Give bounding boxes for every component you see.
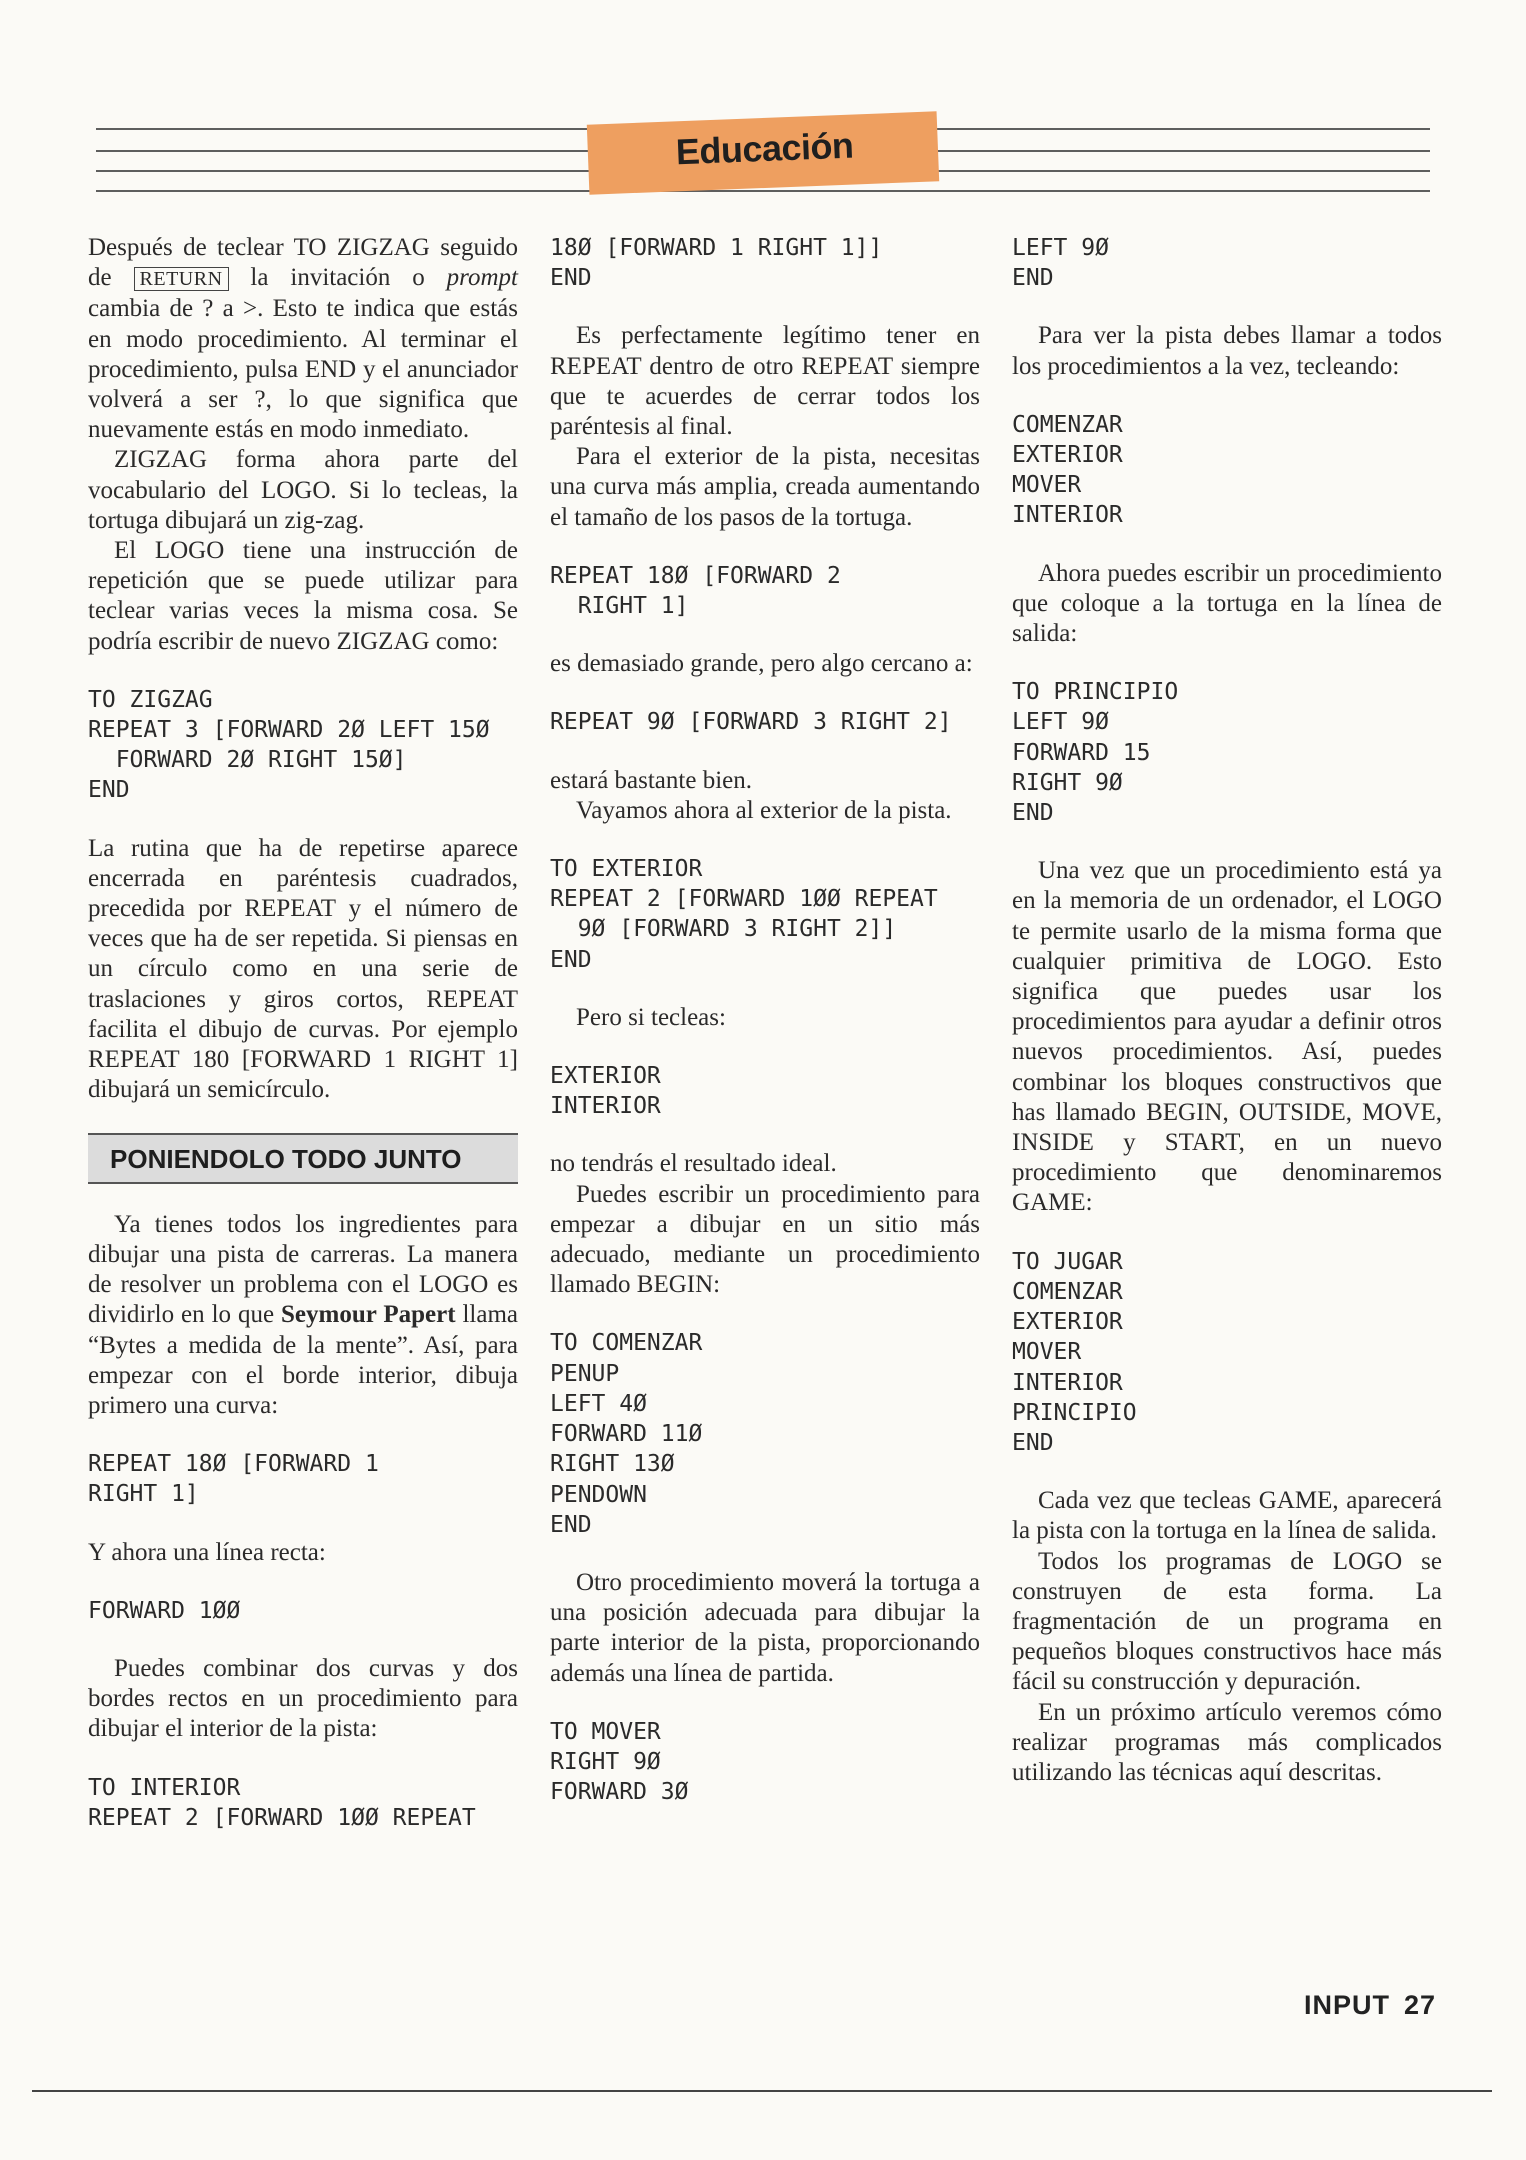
column-2 — [550, 233, 980, 1835]
code-block: REPEAT 18Ø [FORWARD 2 RIGHT 1] — [550, 562, 841, 620]
paragraph: La rutina que ha de repetirse aparece encerrada en paréntesis cuadrados, precedida por REPEAT y el número de veces que ha de ser repetida. Si piensas en un círculo como en una serie de traslaciones y giros cortos, REPEAT facilita el dibujo de curvas. Por ejemplo REPEAT 180 [FORWARD 1 RIGHT 1] dibujará un semicírculo. — [88, 834, 518, 1104]
code-block: TO COMENZAR PENUP LEFT 4Ø FORWARD 11Ø RIGHT 13Ø PENDOWN END — [550, 1330, 703, 1538]
page-number: 27 — [1403, 1990, 1436, 2020]
paragraph: Vayamos ahora al exterior de la pista. — [576, 796, 952, 824]
paragraph: Una vez que un procedimiento está ya en la memoria de un ordenador, el LOGO te permite usarlo de la misma forma que cualquier primitiva de LOGO. Esto significa que puedes usar los procedimientos para ayudar a definir otros nuevos procedimientos. Así, puedes combinar los bloques constructivos que has llamado BEGIN, OUTSIDE, MOVE, INSIDE y START, en un nuevo procedimiento que denominaremos GAME: — [1012, 857, 1442, 1217]
bottom-rule — [32, 2090, 1492, 2092]
paragraph: es demasiado grande, pero algo cercano a: — [550, 650, 973, 678]
text-run: llama “Bytes a medida de la mente”. Así, para empezar con el borde interior, dibuja primero una curva: — [88, 1301, 519, 1419]
header-rule-4 — [96, 190, 1430, 192]
paragraph: estará bastante bien. — [550, 766, 752, 794]
paragraph: Para el exterior de la pista, necesitas una curva más amplia, creada aumentando el tamaño de los pasos de la tortuga. — [550, 443, 980, 531]
paragraph: El LOGO tiene una instrucción de repetición que se puede utilizar para teclear varias veces la misma cosa. Se podría escribir de nuevo ZIGZAG como: — [88, 537, 518, 655]
code-block: TO JUGAR COMENZAR EXTERIOR MOVER INTERIOR PRINCIPIO END — [1012, 1248, 1137, 1456]
code-block: REPEAT 18Ø [FORWARD 1 RIGHT 1] — [88, 1451, 379, 1508]
code-block: LEFT 9Ø END — [1012, 235, 1109, 292]
paragraph: Para ver la pista debes llamar a todos los procedimientos a la vez, tecleando: — [1012, 322, 1442, 380]
paragraph: Todos los programas de LOGO se construyen de esta forma. La fragmentación de un programa en pequeños bloques constructivos hace más fácil su construcción y depuración. — [1012, 1547, 1442, 1696]
code-block: TO MOVER RIGHT 9Ø FORWARD 3Ø — [550, 1718, 689, 1806]
paragraph: Ahora puedes escribir un procedimiento que coloque a la tortuga en la línea de salida: — [1012, 559, 1442, 648]
section-heading: PONIENDOLO TODO JUNTO — [88, 1133, 518, 1183]
code-block: TO EXTERIOR REPEAT 2 [FORWARD 1ØØ REPEAT 9Ø [FORWARD 3 RIGHT 2]] END — [550, 856, 938, 973]
page-footer — [1304, 1990, 1436, 2021]
code-block: TO ZIGZAG REPEAT 3 [FORWARD 2Ø LEFT 15Ø FORWARD 2Ø RIGHT 15Ø] END — [88, 686, 490, 804]
return-key: RETURN — [134, 267, 229, 291]
section-tab — [587, 111, 939, 194]
paragraph: no tendrás el resultado ideal. — [550, 1150, 837, 1178]
code-block: COMENZAR EXTERIOR MOVER INTERIOR — [1012, 411, 1123, 529]
paragraph — [88, 1210, 518, 1421]
code-block: 18Ø [FORWARD 1 RIGHT 1]] END — [550, 235, 883, 292]
text-run: Ya tienes todos los ingredientes para dibujar una pista de carreras. La manera de resolver un problema con el LOGO es dividirlo en lo que — [88, 1210, 518, 1329]
paragraph: Puedes combinar dos curvas y dos bordes rectos en un procedimiento para dibujar el interior de la pista: — [88, 1654, 518, 1743]
paragraph: Pero si tecleas: — [576, 1003, 726, 1031]
code-block: REPEAT 9Ø [FORWARD 3 RIGHT 2] — [550, 709, 952, 736]
paragraph: Otro procedimiento moverá la tortuga a una posición adecuada para dibujar la parte interior de la pista, proporcionando además una línea de partida. — [550, 1568, 980, 1687]
text-run: cambia de ? a >. Esto te indica que estás en modo procedimiento. Al terminar el procedimiento, pulsa END y el anunciador volverá a ser ?, lo que significa que nuevamente estás en modo inmediato. — [88, 295, 518, 444]
section-title: Educación — [675, 124, 855, 173]
text-run-italic: prompt — [446, 264, 518, 292]
code-block: FORWARD 1ØØ — [88, 1597, 241, 1624]
column-3 — [1012, 233, 1442, 1788]
column-1 — [88, 233, 518, 1861]
code-block: TO PRINCIPIO LEFT 9Ø FORWARD 15 RIGHT 9Ø END — [1012, 679, 1179, 827]
paragraph: En un próximo artículo veremos cómo realizar programas más complicados utilizando las técnicas aquí descritas. — [1012, 1698, 1442, 1786]
text-run-bold: Seymour Papert — [281, 1301, 456, 1329]
paragraph — [88, 233, 518, 445]
paragraph: Y ahora una línea recta: — [88, 1538, 326, 1566]
text-run: la invitación o — [228, 264, 447, 292]
code-block: TO INTERIOR REPEAT 2 [FORWARD 1ØØ REPEAT — [88, 1774, 476, 1831]
magazine-name: INPUT — [1303, 1990, 1390, 2020]
code-block: EXTERIOR INTERIOR — [550, 1063, 661, 1120]
paragraph: Puedes escribir un procedimiento para empezar a dibujar en un sitio más adecuado, mediante un procedimiento llamado BEGIN: — [550, 1180, 980, 1299]
paragraph: ZIGZAG forma ahora parte del vocabulario del LOGO. Si lo tecleas, la tortuga dibujará un zig-zag. — [88, 446, 518, 534]
text-run: Después de teclear TO ZIGZAG seguido de — [88, 234, 518, 292]
paragraph: Es perfectamente legítimo tener en REPEAT dentro de otro REPEAT siempre que te acuerdes de cerrar todos los paréntesis al final. — [550, 322, 980, 441]
paragraph: Cada vez que tecleas GAME, aparecerá la pista con la tortuga en la línea de salida. — [1012, 1487, 1442, 1545]
